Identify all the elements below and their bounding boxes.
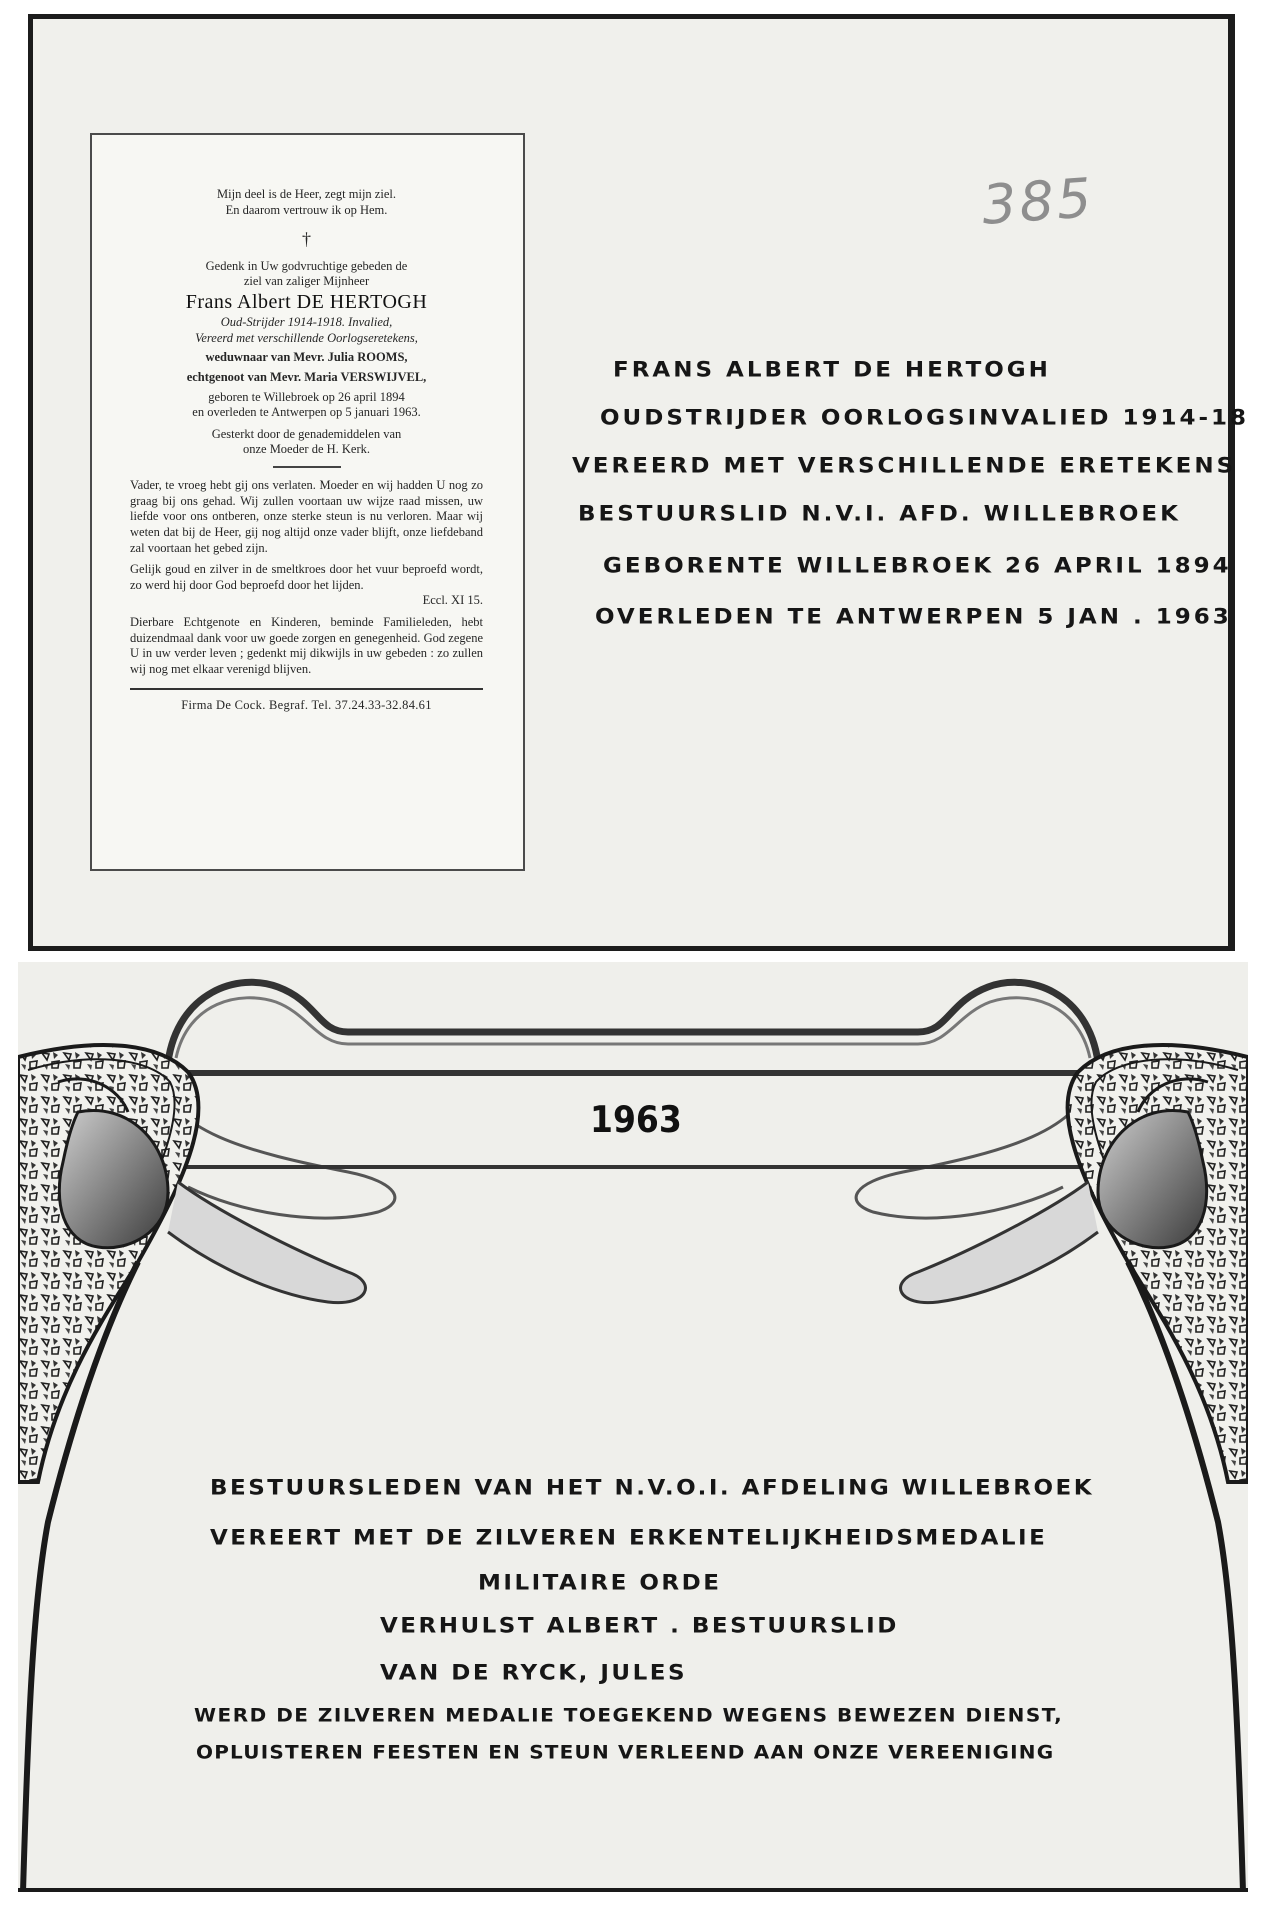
bottom-line-7: OPLUISTEREN FEESTEN EN STEUN VERLEEND AAN ONZE VEREENIGING xyxy=(196,1740,1055,1764)
bottom-line-4: VERHULST ALBERT . BESTUURSLID xyxy=(380,1614,899,1638)
paragraph-2: Gelijk goud en zilver in de smeltkroes door het vuur beproefd wordt, zo werd hij door God beproefd door het lijden. xyxy=(130,562,483,592)
handwritten-line-4: BESTUURSLID N.V.I. AFD. WILLEBROEK xyxy=(578,502,1181,526)
deceased-name: Frans Albert DE HERTOGH xyxy=(185,291,428,313)
verse-line-2: En daarom vertrouw ik op Hem. xyxy=(225,202,388,217)
handwritten-line-1: FRANS ALBERT DE HERTOGH xyxy=(613,358,1051,382)
intro-line-2: ziel van zaliger Mijnheer xyxy=(243,274,370,289)
bottom-line-3: MILITAIRE ORDE xyxy=(478,1571,722,1595)
born-line: geboren te Willebroek op 26 april 1894 xyxy=(208,389,405,404)
memorial-card xyxy=(90,133,525,871)
paragraph-3: Dierbare Echtgenote en Kinderen, beminde Familieleden, hebt duizendmaal dank voor uw goede zorgen en genegenheid. God zegene U in uw verder leven ; gedenkt mij dikwijls in uw gebeden : zo zullen wij nog met elkaar verenigd blijven. xyxy=(130,615,483,676)
year-heading: 1963 xyxy=(590,1098,682,1141)
died-line: en overleden te Antwerpen op 5 januari 1963. xyxy=(192,405,421,420)
handwritten-line-6: OVERLEDEN TE ANTWERPEN 5 JAN . 1963 xyxy=(595,605,1232,629)
sacrament-line-1: Gesterkt door de genademiddelen van xyxy=(211,426,402,441)
spouse-line: echtgenoot van Mevr. Maria VERSWIJVEL, xyxy=(186,369,427,384)
title-line-1: Oud-Strijder 1914-1918. Invalied, xyxy=(220,315,393,329)
paragraph-2-reference: Eccl. XI 15. xyxy=(422,593,483,608)
page-number: 385 xyxy=(979,166,1097,237)
paragraph-1: Vader, te vroeg hebt gij ons verlaten. Moeder en wij hadden U nog zo graag bij ons gehad. Wij zullen voortaan uw wijze raad missen, uw liefde voor ons ontberen, onze sterke steun is nu verloren. Maar wij weten dat bij de Heer, gij nog altijd onze vader blijft, onze liefdeband zal voortaan het gebed zijn. xyxy=(130,478,483,555)
verse-line-1: Mijn deel is de Heer, zegt mijn ziel. xyxy=(217,187,396,201)
sacrament-line-2: onze Moeder de H. Kerk. xyxy=(242,442,371,457)
handwritten-line-2: OUDSTRIJDER OORLOGSINVALIED 1914-18 xyxy=(600,406,1250,430)
bottom-line-5: VAN DE RYCK, JULES xyxy=(380,1661,688,1685)
divider xyxy=(273,466,341,468)
title-line-2: Vereerd met verschillende Oorlogseretekens, xyxy=(195,330,418,345)
widower-line: weduwnaar van Mevr. Julia ROOMS, xyxy=(205,350,408,365)
bottom-line-2: VEREERT MET DE ZILVEREN ERKENTELIJKHEIDSMEDALIE xyxy=(210,1526,1048,1550)
cross-icon: † xyxy=(302,229,311,250)
bottom-line-6: WERD DE ZILVEREN MEDALIE TOEGEKEND WEGENS BEWEZEN DIENST, xyxy=(194,1703,1064,1727)
intro-line-1: Gedenk in Uw godvruchtige gebeden de xyxy=(205,258,408,273)
bottom-line-1: BESTUURSLEDEN VAN HET N.V.O.I. AFDELING WILLEBROEK xyxy=(210,1476,1095,1500)
handwritten-line-5: GEBORENTE WILLEBROEK 26 APRIL 1894 xyxy=(603,554,1232,578)
card-footer: Firma De Cock. Begraf. Tel. 37.24.33-32.84.61 xyxy=(130,688,483,714)
handwritten-line-3: VEREERD MET VERSCHILLENDE ERETEKENS xyxy=(572,454,1237,478)
